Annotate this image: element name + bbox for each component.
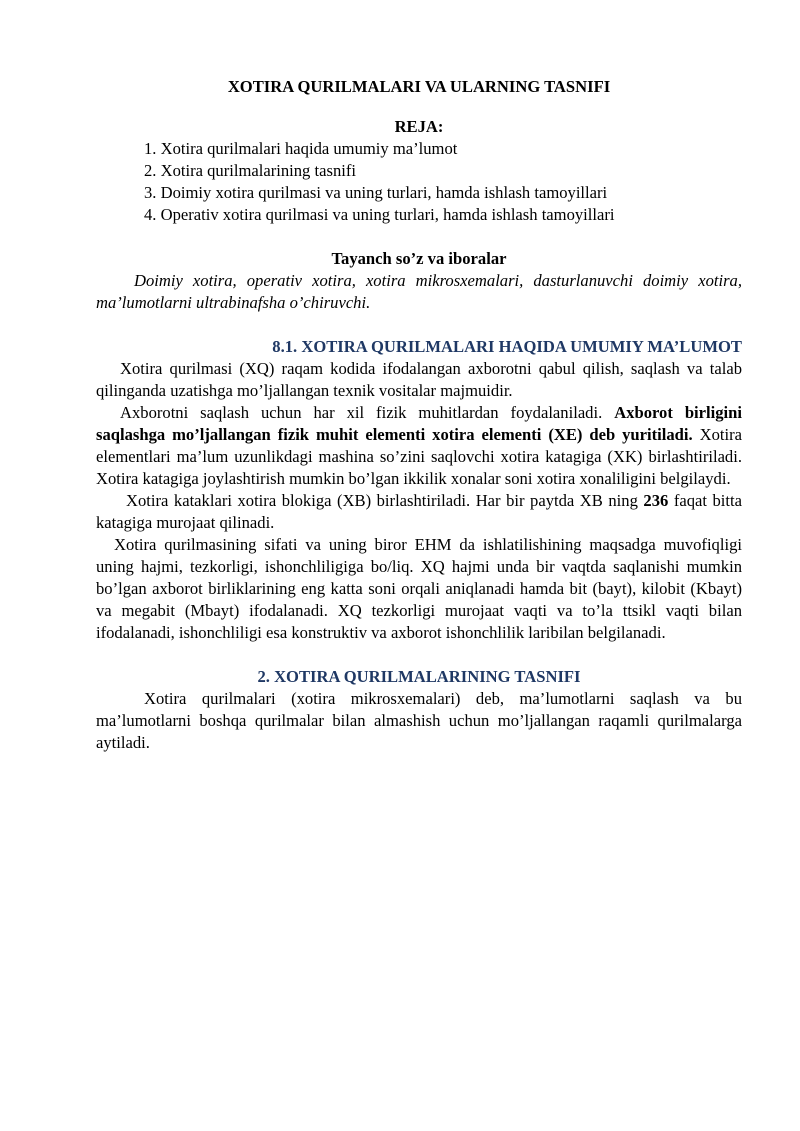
- plan-title: REJA:: [394, 117, 444, 136]
- plan-item: 3. Doimiy xotira qurilmasi va uning turlari, hamda ishlash tamoyillari: [144, 183, 608, 202]
- paragraph-text: Xotira kataklari xotira blokiga (XB) birlashtiriladi. Har bir paytda XB ning: [126, 491, 644, 510]
- paragraph-text: faqat bitta katagiga murojaat qilinadi.: [96, 491, 742, 532]
- section1-paragraph-3: [96, 490, 742, 534]
- plan-item: 2. Xotira qurilmalarining tasnifi: [144, 161, 356, 180]
- definition-text: Axborot birligini saqlashga mo’ljallangan fizik muhit elementi xotira elementi (XE) deb yuritiladi.: [96, 403, 742, 444]
- plan-item: 4. Operativ xotira qurilmasi va uning turlari, hamda ishlash tamoyillari: [144, 205, 615, 224]
- section1-paragraph-1: Xotira qurilmasi (XQ) raqam kodida ifodalangan axborotni qabul qilish, saqlash va talab qilinganda uzatishga mo’ljallangan texnik vositalar majmuidir.: [96, 359, 742, 400]
- plan-list: [96, 138, 742, 226]
- section1-heading: 8.1. XOTIRA QURILMALARI HAQIDA UMUMIY MA’LUMOT: [272, 337, 742, 356]
- plan-item: 1. Xotira qurilmalari haqida umumiy ma’lumot: [144, 139, 458, 158]
- section1-paragraph-2: [96, 402, 742, 490]
- section1-paragraph-4: Xotira qurilmasining sifati va uning biror EHM da ishlatilishining maqsadga muvofiqligi uning hajmi, tezkorligi, ishonchliligiga bo/liq. XQ hajmi unda bir vaqtda saqlanishi mumkin bo’lgan axborot birliklarining eng katta soni orqali aniqlanadi hamda bit (bayt), kilobit (Kbayt) va megabit (Mbayt) ifodalanadi. XQ tezkorligi murojaat vaqti va to’la ttsikl vaqti bilan ifodalanadi, ishonchliligi esa konstruktiv va axborot ishonchlilik laribilan belgilanadi.: [96, 535, 742, 642]
- paragraph-text: Axborotni saqlash uchun har xil fizik muhitlardan foydalaniladi.: [120, 403, 615, 422]
- bold-number: 236: [643, 491, 669, 510]
- document-page: [96, 76, 742, 754]
- paragraph-text: Xotira elementlari ma’lum uzunlikdagi mashina so’zini saqlovchi xotira katagiga (XK) birlashtiriladi. Xotira katagiga joylashtirish mumkin bo’lgan ikkilik xonalar soni xotira xonaliligini belgilaydi.: [96, 425, 743, 488]
- section2-paragraph-1: Xotira qurilmalari (xotira mikrosxemalari) deb, ma’lumotlarni saqlash va bu ma’lumotlarni boshqa qurilmalar bilan almashish uchun mo’ljallangan raqamli qurilmalarga aytiladi.: [96, 689, 742, 752]
- document-title: XOTIRA QURILMALARI VA ULARNING TASNIFI: [227, 77, 611, 96]
- keywords-title: Tayanch so’z va iboralar: [331, 249, 507, 268]
- keywords-text: Doimiy xotira, operativ xotira, xotira mikrosxemalari, dasturlanuvchi doimiy xotira, ma’lumotlarni ultrabinafsha o’chiruvchi.: [96, 271, 742, 312]
- section2-heading: 2. XOTIRA QURILMALARINING TASNIFI: [257, 667, 581, 686]
